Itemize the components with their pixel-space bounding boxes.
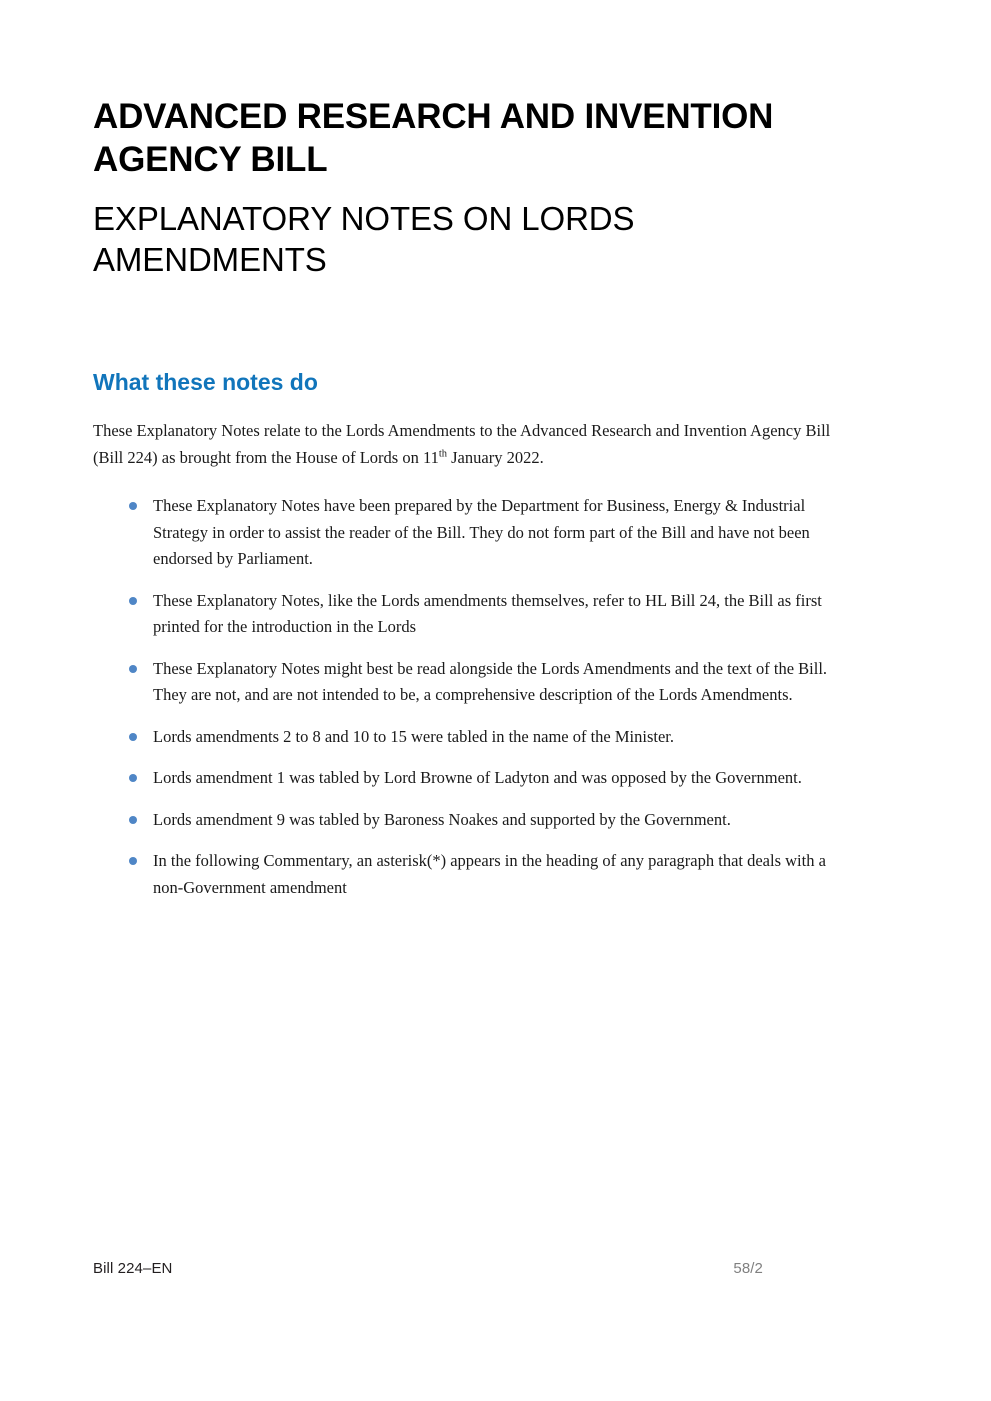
notes-bullet-list xyxy=(93,471,850,901)
list-item xyxy=(93,807,850,834)
intro-text-part-one: These Explanatory Notes relate to the Lords Amendments to the Advanced Research and Invention Agency Bill (Bill 224) as brought from the House of Lords on 11 xyxy=(93,421,831,467)
list-item xyxy=(93,765,850,792)
list-item-text: Lords amendments 2 to 8 and 10 to 15 were tabled in the name of the Minister. xyxy=(153,726,675,746)
list-item-text: These Explanatory Notes, like the Lords amendments themselves, refer to HL Bill 24, the Bill as first printed for the introduction in the Lords xyxy=(153,590,822,636)
footer-bill-reference: Bill 224–EN xyxy=(93,1260,173,1277)
list-item xyxy=(93,724,850,751)
list-item xyxy=(93,588,850,641)
bullet-point-icon xyxy=(129,857,137,865)
footer-page-number: 58/2 xyxy=(733,1260,763,1277)
list-item xyxy=(93,493,850,573)
list-item-text: These Explanatory Notes have been prepared by the Department for Business, Energy & Industrial Strategy in order to assist the reader of the Bill. They do not form part of the Bill and have not been endorsed by Parliament. xyxy=(153,496,810,568)
page-title: ADVANCED RESEARCH AND INVENTION AGENCY BILL xyxy=(93,97,774,179)
bullet-point-icon xyxy=(129,665,137,673)
list-item-text: Lords amendment 1 was tabled by Lord Browne of Ladyton and was opposed by the Government. xyxy=(153,768,802,787)
page-content xyxy=(93,0,850,916)
list-item-text: In the following Commentary, an asterisk(*) appears in the heading of any paragraph that deals with a non-Government amendment xyxy=(153,851,826,897)
page-footer xyxy=(93,1258,850,1282)
bullet-point-icon xyxy=(129,502,137,510)
intro-paragraph xyxy=(93,396,845,471)
bullet-point-icon xyxy=(129,816,137,824)
ordinal-suffix: th xyxy=(438,448,448,459)
bullet-point-icon xyxy=(129,733,137,741)
section-heading-what-these-notes-do: What these notes do xyxy=(93,369,318,395)
document-subtitle: EXPLANATORY NOTES ON LORDS AMENDMENTS xyxy=(93,200,635,278)
bullet-point-icon xyxy=(129,597,137,605)
list-item-text: These Explanatory Notes might best be read alongside the Lords Amendments and the text of the Bill. They are not, and are not intended to be, a comprehensive description of the Lords Amendments. xyxy=(153,658,828,704)
list-item xyxy=(93,656,850,709)
intro-text-part-two: January 2022. xyxy=(447,447,544,467)
list-item-text: Lords amendment 9 was tabled by Baroness Noakes and supported by the Government. xyxy=(153,809,731,829)
list-item xyxy=(93,848,850,901)
bullet-point-icon xyxy=(129,774,137,782)
